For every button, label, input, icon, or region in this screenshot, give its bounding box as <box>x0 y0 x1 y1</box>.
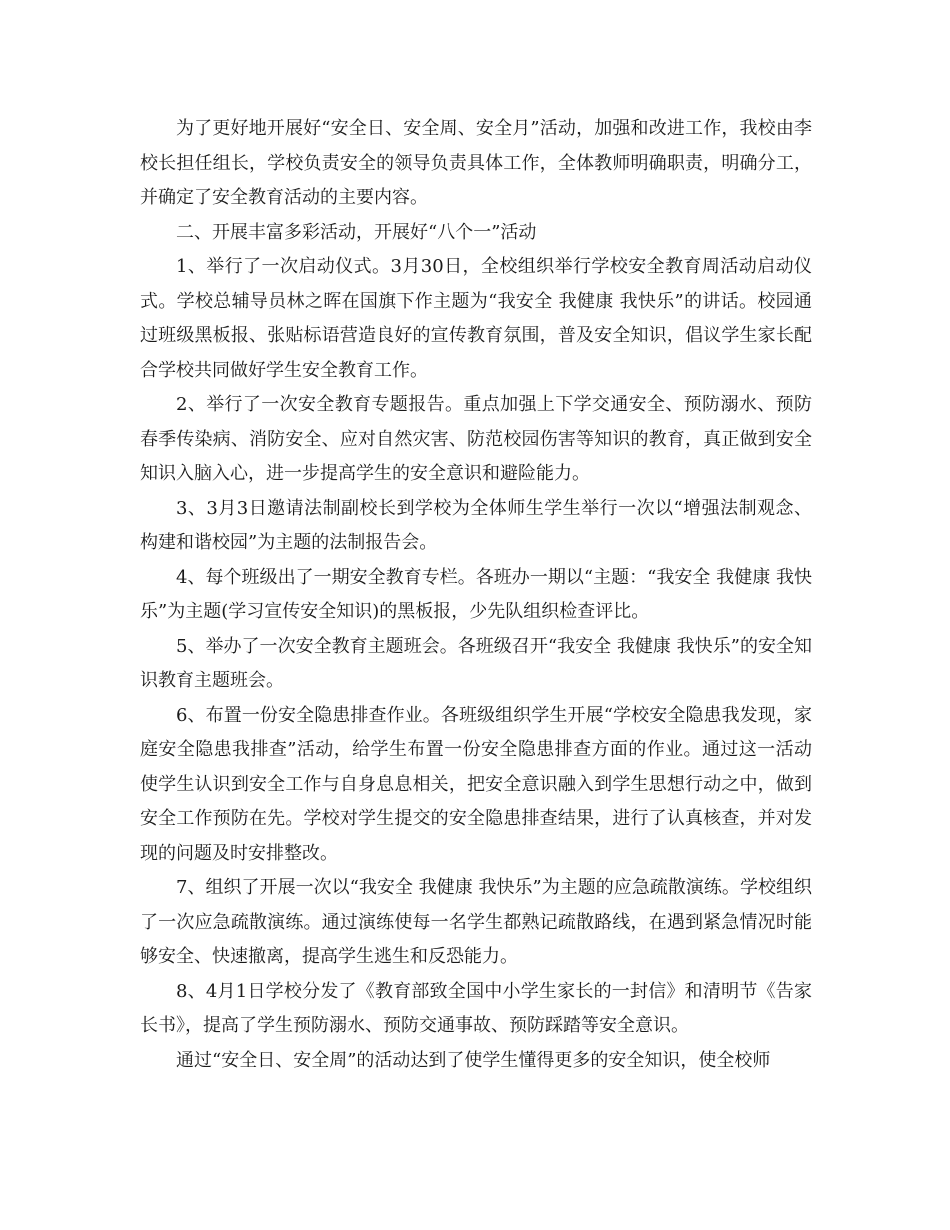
paragraph-item-6: 6、布置一份安全隐患排查作业。各班级组织学生开展“学校安全隐患我发现，家庭安全隐患我排查”活动，给学生布置一份安全隐患排查方面的作业。通过这一活动使学生认识到安全工作与自身息息相关，把安全意识融入到学生思想行动之中，做到安全工作预防在先。学校对学生提交的安全隐患排查结果，进行了认真核查，并对发现的问题及时安排整改。 <box>140 704 812 864</box>
paragraph-item-5: 5、举办了一次安全教育主题班会。各班级召开“我安全 我健康 我快乐”的安全知识教育主题班会。 <box>140 635 812 691</box>
paragraph-item-1: 1、举行了一次启动仪式。3月30日，全校组织举行学校安全教育周活动启动仪式。学校总辅导员林之晖在国旗下作主题为“我安全 我健康 我快乐”的讲话。校园通过班级黑板报、张贴标语营造良好的宣传教育氛围，普及安全知识，倡议学生家长配合学校共同做好学生安全教育工作。 <box>140 256 812 381</box>
paragraph-item-2: 2、举行了一次安全教育专题报告。重点加强上下学交通安全、预防溺水、预防春季传染病、消防安全、应对自然灾害、防范校园伤害等知识的教育，真正做到安全知识入脑入心，进一步提高学生的安全意识和避险能力。 <box>140 394 812 484</box>
section-heading: 二、开展丰富多彩活动，开展好“八个一”活动 <box>176 221 537 243</box>
document-body <box>140 112 812 1078</box>
paragraph-item-4: 4、每个班级出了一期安全教育专栏。各班办一期以“主题：“我安全 我健康 我快乐”为主题(学习宣传安全知识)的黑板报，少先队组织检查评比。 <box>140 566 812 622</box>
paragraph-item-7: 7、组织了开展一次以“我安全 我健康 我快乐”为主题的应急疏散演练。学校组织了一次应急疏散演练。通过演练使每一名学生都熟记疏散路线，在遇到紧急情况时能够安全、快速撤离，提高学生逃生和反恐能力。 <box>140 877 812 967</box>
paragraph-intro: 为了更好地开展好“安全日、安全周、安全月”活动，加强和改进工作，我校由李校长担任组长，学校负责安全的领导负责具体工作，全体教师明确职责，明确分工，并确定了安全教育活动的主要内容。 <box>140 118 812 208</box>
paragraph-conclusion: 通过“安全日、安全周”的活动达到了使学生懂得更多的安全知识，使全校师 <box>176 1049 771 1071</box>
paragraph-item-3: 3、3月3日邀请法制副校长到学校为全体师生学生举行一次以“增强法制观念、构建和谐校园”为主题的法制报告会。 <box>140 497 812 553</box>
paragraph-item-8: 8、4月1日学校分发了《教育部致全国中小学生家长的一封信》和清明节《告家长书》，提高了学生预防溺水、预防交通事故、预防踩踏等安全意识。 <box>140 980 812 1036</box>
